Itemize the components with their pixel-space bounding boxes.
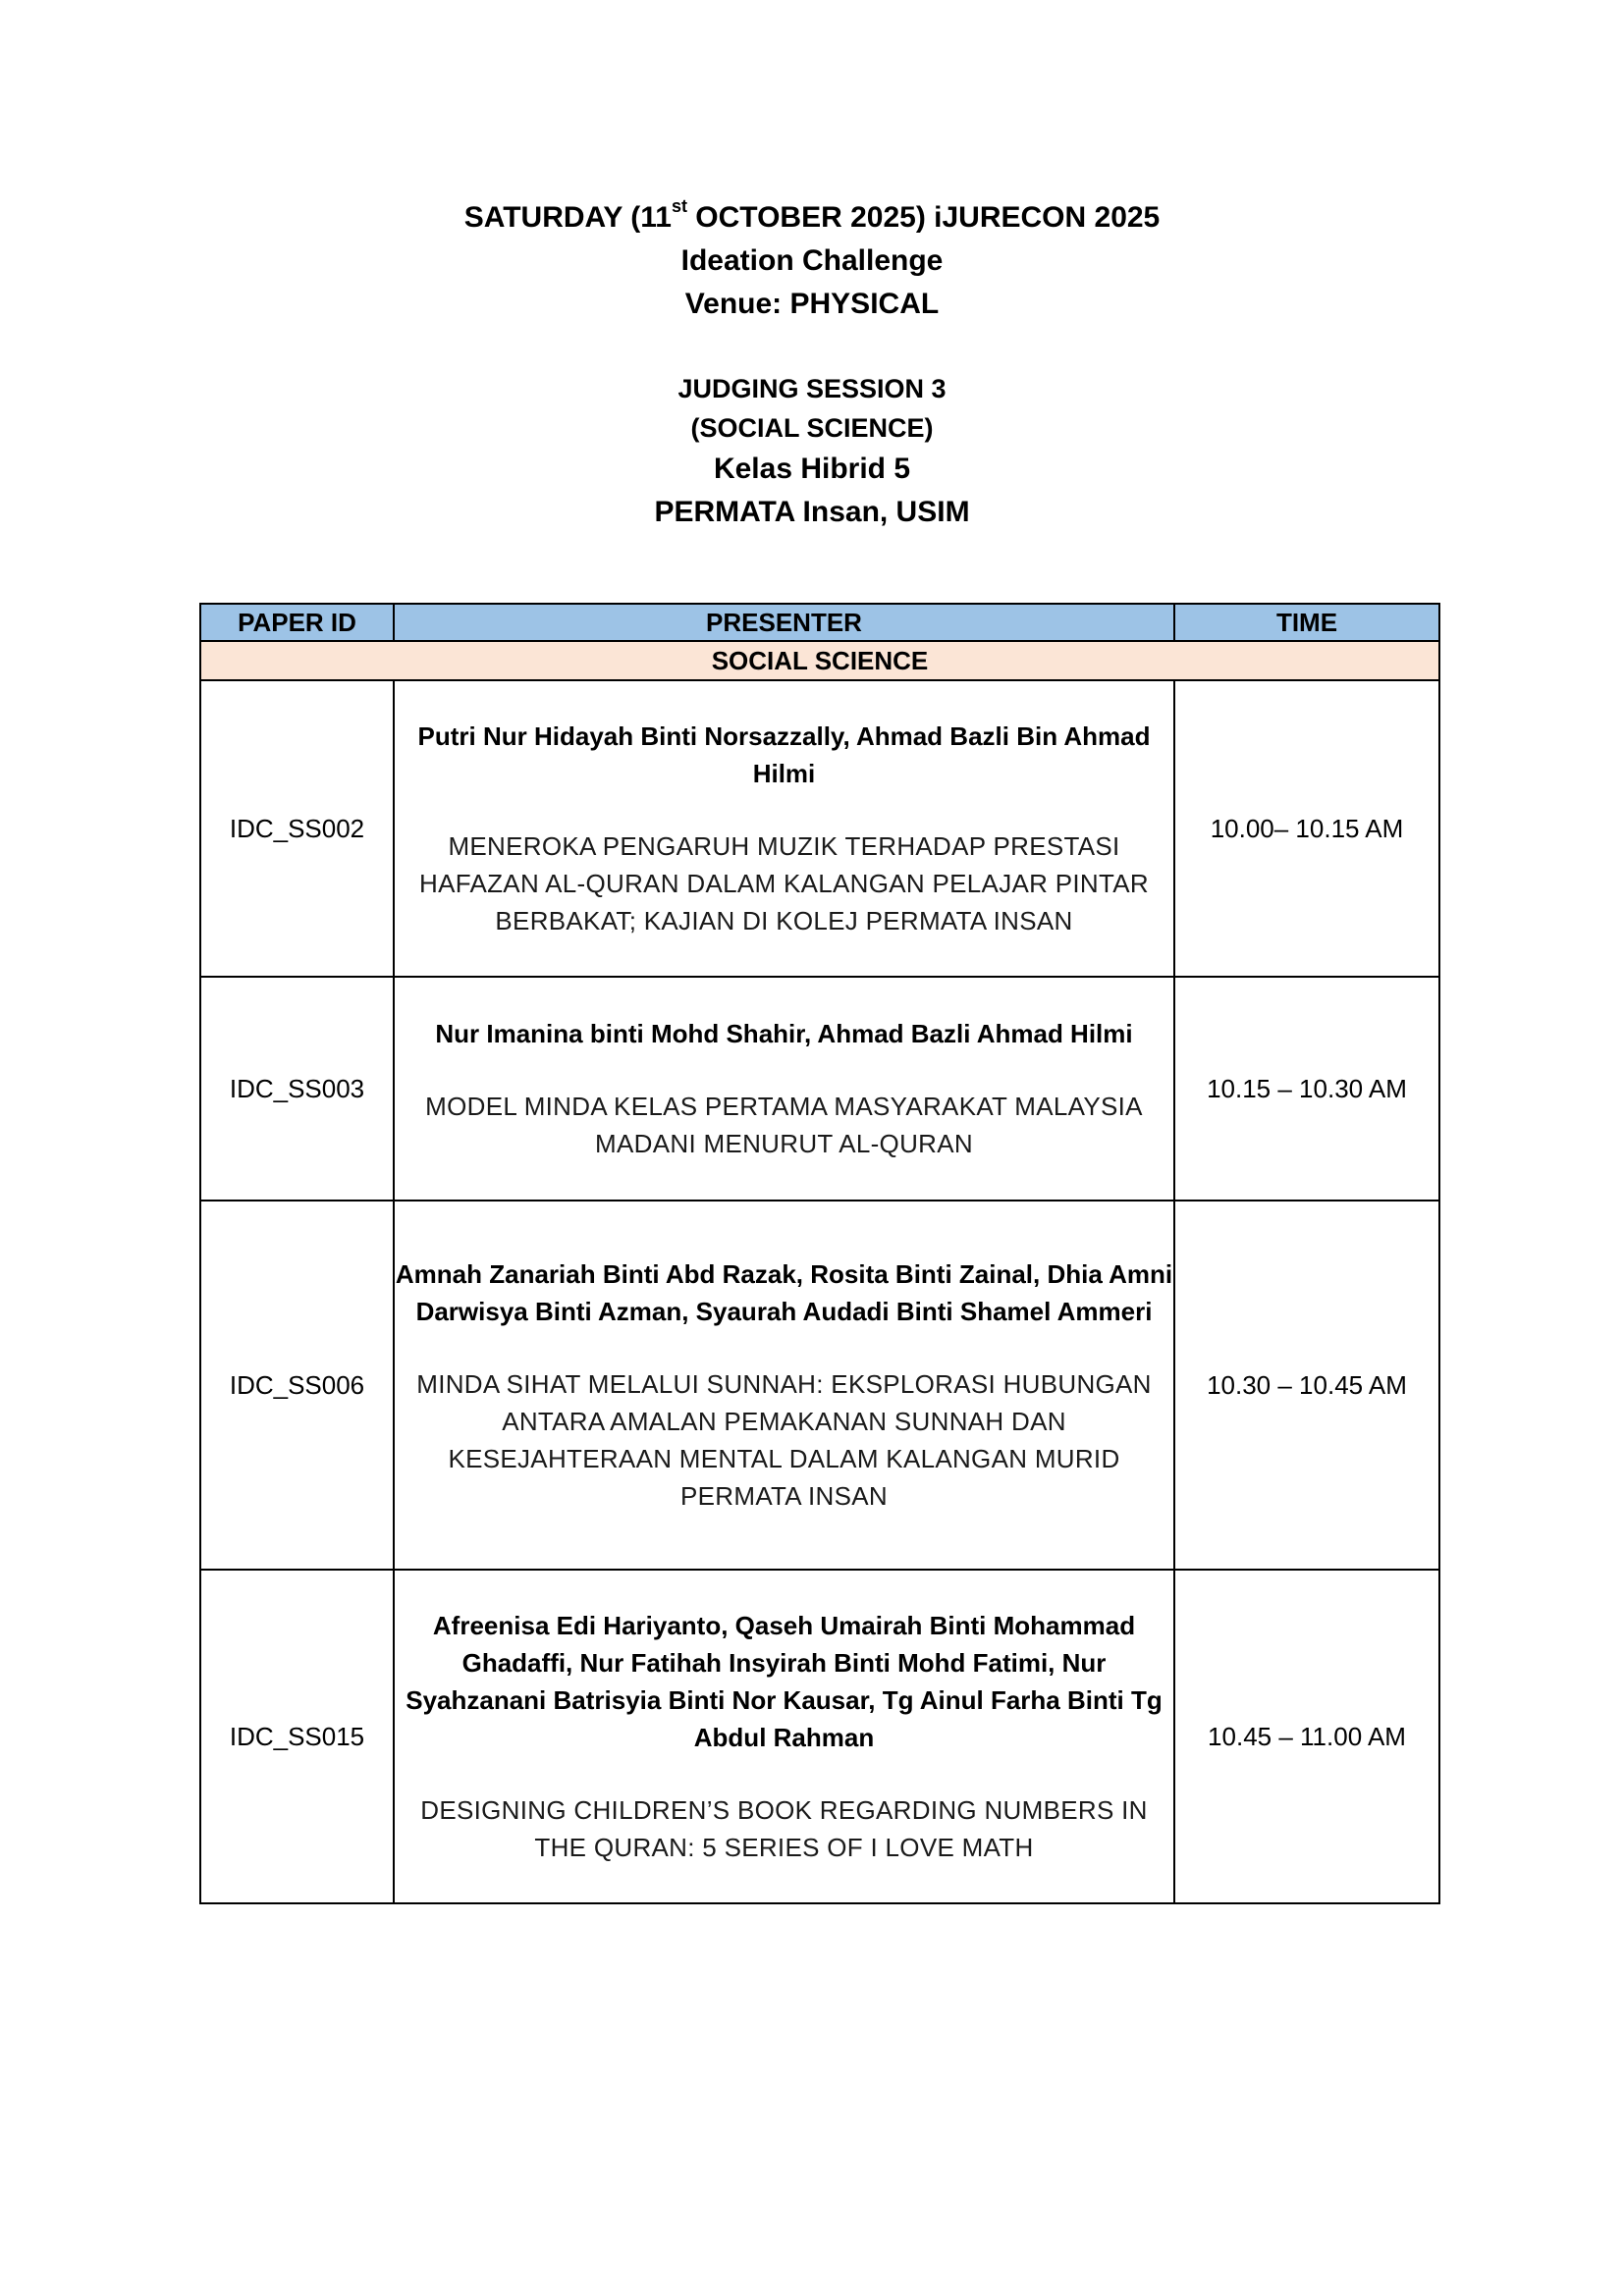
section-label: SOCIAL SCIENCE [200, 641, 1439, 680]
paper-title: MODEL MINDA KELAS PERTAMA MASYARAKAT MALAYSIA MADANI MENURUT AL-QURAN [425, 1092, 1143, 1158]
table-row [200, 680, 1439, 977]
presenter-cell [394, 1570, 1174, 1903]
column-header-presenter: PRESENTER [394, 604, 1174, 641]
table-row [200, 1201, 1439, 1570]
session-location: PERMATA Insan, USIM [654, 496, 970, 528]
presenter-cell [394, 977, 1174, 1201]
time-slot: 10.30 – 10.45 AM [1174, 1201, 1439, 1570]
time-slot: 10.45 – 11.00 AM [1174, 1570, 1439, 1903]
table-header-row [200, 604, 1439, 641]
presenter-cell [394, 1201, 1174, 1570]
presenter-authors: Putri Nur Hidayah Binti Norsazzally, Ahmad Bazli Bin Ahmad Hilmi [417, 721, 1151, 788]
paper-title: MENEROKA PENGARUH MUZIK TERHADAP PRESTASI HAFAZAN AL-QURAN DALAM KALANGAN PELAJAR PINTAR BERBAKAT; KAJIAN DI KOLEJ PERMATA INSAN [419, 831, 1149, 935]
presenter-authors: Afreenisa Edi Hariyanto, Qaseh Umairah Binti Mohammad Ghadaffi, Nur Fatihah Insyirah Binti Mohd Fatimi, Nur Syahzanani Batrisyia Binti Nor Kausar, Tg Ainul Farha Binti Tg Abdul Rahman [406, 1611, 1163, 1752]
time-slot: 10.15 – 10.30 AM [1174, 977, 1439, 1201]
paper-title: MINDA SIHAT MELALUI SUNNAH: EKSPLORASI HUBUNGAN ANTARA AMALAN PEMAKANAN SUNNAH DAN KESEJAHTERAAN MENTAL DALAM KALANGAN MURID PERMATA INSAN [416, 1369, 1152, 1511]
session-category: (SOCIAL SCIENCE) [690, 413, 934, 443]
document-header [0, 196, 1624, 326]
presenter-authors: Nur Imanina binti Mohd Shahir, Ahmad Bazli Ahmad Hilmi [435, 1019, 1133, 1048]
paper-title: DESIGNING CHILDREN’S BOOK REGARDING NUMBERS IN THE QURAN: 5 SERIES OF I LOVE MATH [420, 1795, 1148, 1862]
session-room: Kelas Hibrid 5 [713, 453, 911, 485]
session-title: JUDGING SESSION 3 [677, 374, 947, 403]
table-row [200, 977, 1439, 1201]
schedule-table [199, 603, 1440, 1904]
paper-id: IDC_SS006 [200, 1201, 394, 1570]
section-row [200, 641, 1439, 680]
paper-id: IDC_SS003 [200, 977, 394, 1201]
paper-id: IDC_SS002 [200, 680, 394, 977]
time-slot: 10.00– 10.15 AM [1174, 680, 1439, 977]
event-date-line: SATURDAY (11st OCTOBER 2025) iJURECON 2025 [463, 196, 1161, 234]
column-header-time: TIME [1174, 604, 1439, 641]
presenter-cell [394, 680, 1174, 977]
table-row [200, 1570, 1439, 1903]
paper-id: IDC_SS015 [200, 1570, 394, 1903]
venue: Venue: PHYSICAL [684, 288, 940, 320]
event-name: Ideation Challenge [680, 244, 944, 277]
presenter-authors: Amnah Zanariah Binti Abd Razak, Rosita Binti Zainal, Dhia Amni Darwisya Binti Azman, Syaurah Audadi Binti Shamel Ammeri [395, 1259, 1173, 1326]
column-header-paper-id: PAPER ID [200, 604, 394, 641]
session-header [0, 369, 1624, 534]
